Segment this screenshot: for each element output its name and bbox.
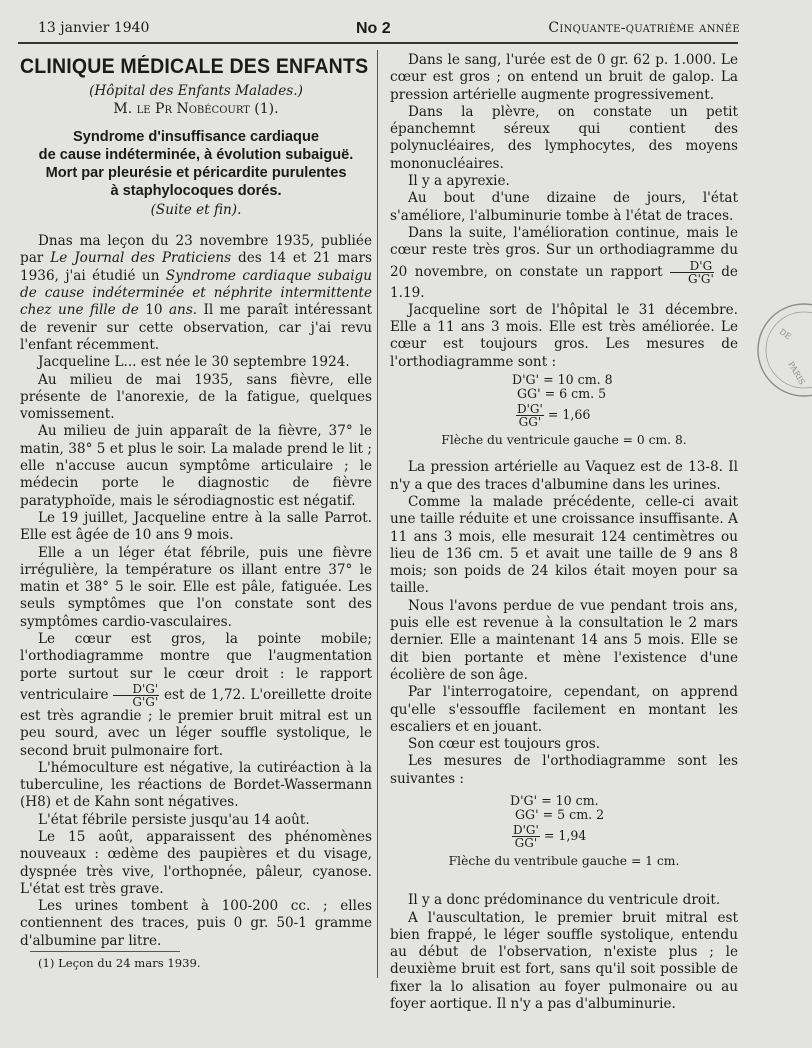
text-run: de 1.19. xyxy=(390,263,738,301)
measure-label: GG' = xyxy=(515,806,554,822)
paragraph: Comme la malade précédente, celle-ci avait une taille réduite et une croissance insuffisante. A 11 ans 3 mois, elle mesurait 124 centimètres ou lieu de 136 cm. 5 et avait une taille de 9 ans 8 mois; son poids de 24 kilos était moyen pour sa taille. xyxy=(390,493,738,597)
footnote: (1) Leçon du 24 mars 1939. xyxy=(38,956,201,970)
figure-caption: Flèche du ventribule gauche = 1 cm. xyxy=(448,853,680,868)
paragraph: L'hémoculture est négative, la cutiréaction à la tuberculine, les réactions de Bordet-Wassermann (H8) et de Kahn sont négatives. xyxy=(20,759,372,811)
text-run: Le cœur est gros, la pointe mobile; l'orthodiagramme montre que l'augmentation porte surtout sur le cœur droit : le rapport ventriculaire xyxy=(20,631,372,703)
paragraph: Jacqueline sort de l'hôpital le 31 décembre. Elle a 11 ans 3 mois. Elle est très améliorée. Le cœur est toujours gros. Les mesures de l'orthodiagramme sont : xyxy=(390,301,738,370)
paragraph: L'état fébrile persiste jusqu'au 14 août. xyxy=(38,811,310,828)
header-rule xyxy=(18,42,738,44)
text-run: est de 1,72. L'oreillette droite est très agrandie ; le premier bruit mitral est un peu sourd, avec un léger souffle systolique, le second bruit pulmonaire fort. xyxy=(20,686,373,759)
svg-text:DE: DE xyxy=(777,326,793,342)
fraction-denominator: G'G' xyxy=(132,694,159,709)
publication-year: Cinquante-quatrième année xyxy=(548,20,740,36)
text-run: 10 xyxy=(138,302,169,319)
paragraph: Au bout d'une dizaine de jours, l'état s'améliore, l'albuminurie tombe à l'état de traces. xyxy=(390,190,738,224)
ratio-value: = 1,94 xyxy=(543,827,587,843)
footnote-rule xyxy=(30,951,180,952)
measure-label: D'G' = xyxy=(512,372,554,388)
fraction-denominator: G'G' xyxy=(688,271,714,286)
paragraph: Au milieu de juin apparaît de la fièvre, 37° le matin, 38° 5 et plus le soir. La malade prend le lit ; elle n'accuse aucun symptôme articulaire ; le médecin porte le diagnostic de fièvre paratyphoïde, mais le sérodiagnostic est négatif. xyxy=(20,423,372,509)
ratio-fraction xyxy=(516,403,544,428)
measure-value: 10 cm. xyxy=(555,792,599,808)
text-run: Dnas ma leçon du 23 novembre 1935, publiée par xyxy=(20,233,372,267)
paragraph: Elle a un léger état fébrile, puis une fièvre irrégulière, la température os illant entre 37° le matin et 38° 5 le soir. Elle est pâle, fatiguée. Les seuls symptômes que l'on constate sont des symptômes cardio-vasculaires. xyxy=(20,544,372,630)
ratio-fraction xyxy=(512,824,540,849)
measure-value: 6 cm. 5 xyxy=(559,386,607,402)
measurement-block-1 xyxy=(512,373,672,428)
measure-label: D'G' = xyxy=(510,792,552,808)
measurement-row xyxy=(512,387,672,401)
text-run: Il me paraît intéressant de revenir sur cette observation, car j'ai revu l'enfant récemment. xyxy=(20,302,372,353)
paragraph: Au milieu de mai 1935, sans fièvre, elle présente de l'anorexie, de la fatigue, quelques vomissement. xyxy=(20,371,372,423)
svg-text:PARIS: PARIS xyxy=(786,360,807,387)
article-title: CLINIQUE MÉDICALE DES ENFANTS xyxy=(20,55,369,78)
paragraph: A l'auscultation, le premier bruit mitral est bien frappé, le léger souffle systolique, entendu au début de l'observation, n'existe plus ; le deuxième bruit est fort, sans qu'il soit possible de fixer la lo alisation au foyer pulmonaire ou au foyer aortique. Il n'y a pas d'albuminurie. xyxy=(390,909,738,1013)
issue-number: No 2 xyxy=(356,20,391,37)
journal-title: Le Journal des Praticiens xyxy=(50,250,232,267)
heading-line: à staphylocoques dorés. xyxy=(110,182,282,199)
measurement-block-2 xyxy=(510,794,670,849)
paragraph: Il y a donc prédominance du ventricule droit. xyxy=(408,892,721,909)
paragraph: La pression artérielle au Vaquez est de 13-8. Il n'y a que des traces d'albumine dans les urines. xyxy=(390,459,738,493)
ratio-value: = 1,66 xyxy=(547,407,591,423)
measurement-ratio xyxy=(512,403,672,428)
fraction-numerator: D'G xyxy=(670,260,714,273)
heading-line: Syndrome d'insuffisance cardiaque xyxy=(73,128,319,145)
heading-line: Mort par pleurésie et péricardite purulentes xyxy=(45,164,347,181)
paragraph: Les urines tombent à 100-200 cc. ; elles contiennent des traces, puis 0 gr. 50-1 gramme d'albumine par litre. xyxy=(20,898,372,949)
paragraph: Il y a apyrexie. xyxy=(408,173,510,190)
hospital-line: (Hôpital des Enfants Malades.) xyxy=(89,83,303,100)
measure-label: GG' = xyxy=(517,386,556,402)
text-run: des 14 et 21 mars 1936, j'ai étudié un xyxy=(20,250,372,284)
measurement-row xyxy=(510,808,670,822)
fraction-denominator: GG' xyxy=(518,415,542,430)
text-run: ans. xyxy=(168,302,198,319)
paragraph: Jacqueline L... est née le 30 septembre 1924. xyxy=(38,354,350,371)
measurement-row xyxy=(512,373,672,387)
right-column xyxy=(390,52,738,1013)
paragraph: Le 19 juillet, Jacqueline entre à la salle Parrot. Elle est âgée de 10 ans 9 mois. xyxy=(20,509,372,544)
fraction-numerator: D'G' xyxy=(517,402,543,417)
paragraph xyxy=(390,225,738,302)
article-heading xyxy=(20,128,372,200)
text-run: Dans la suite, l'amélioration continue, mais le cœur reste très gros. Sur un orthodiagramme du 20 novembre, on constate un rapport xyxy=(390,224,738,280)
paragraph: Par l'interrogatoire, cependant, on apprend qu'elle s'essouffle facilement en montant les escaliers et en jouant. xyxy=(390,684,738,735)
paragraph xyxy=(20,233,372,354)
suite-note: (Suite et fin). xyxy=(150,201,242,218)
fraction-numerator: D'G' xyxy=(513,822,539,837)
measurement-row xyxy=(510,794,670,808)
issue-date: 13 janvier 1940 xyxy=(38,20,150,36)
paragraph: Son cœur est toujours gros. xyxy=(408,736,601,753)
measure-value: 10 cm. 8 xyxy=(557,372,613,388)
column-divider xyxy=(377,50,378,978)
paragraph xyxy=(20,631,372,760)
fraction-denominator: GG' xyxy=(514,835,538,850)
measure-value: 5 cm. 2 xyxy=(557,806,605,822)
library-stamp-icon xyxy=(742,295,812,405)
ratio-fraction xyxy=(670,260,714,285)
left-column xyxy=(20,52,372,950)
paragraph: Le 15 août, apparaissent des phénomènes nouveaux : œdème des paupières et du visage, dyspnée très vive, l'orthopnée, pâleur, cyanose. L'état est très grave. xyxy=(20,828,372,897)
fraction-numerator: D'G' xyxy=(113,683,159,696)
paragraph: Dans la plèvre, on constate un petit épanchemnt séreux qui contient des polynucléaires, des lymphocytes, des moyens mononucléaires. xyxy=(390,103,738,172)
paragraph: Dans le sang, l'urée est de 0 gr. 62 p. 1.000. Le cœur est gros ; on entend un bruit de galop. La pression artérielle augmente progressivement. xyxy=(390,52,738,103)
paragraph: Nous l'avons perdue de vue pendant trois ans, puis elle est revenue à la consultation le 2 mars dernier. Elle a maintenant 14 ans 5 mois. Elle se dit bien portante et mène l'existence d'une écolière de son âge. xyxy=(390,597,738,683)
ventricular-ratio xyxy=(113,683,159,708)
measurement-ratio xyxy=(510,824,670,849)
syndrome-title: Syndrome cardiaque subaigu de cause indéterminée et néphrite intermittente chez une fille de xyxy=(20,267,372,319)
heading-line: de cause indéterminée, à évolution subaiguë. xyxy=(38,146,354,163)
paragraph: Les mesures de l'orthodiagramme sont les suivantes : xyxy=(390,753,738,787)
figure-caption: Flèche du ventricule gauche = 0 cm. 8. xyxy=(441,433,687,448)
running-header xyxy=(38,20,740,42)
author-line: M. le Pr Nobécourt (1). xyxy=(113,100,279,117)
